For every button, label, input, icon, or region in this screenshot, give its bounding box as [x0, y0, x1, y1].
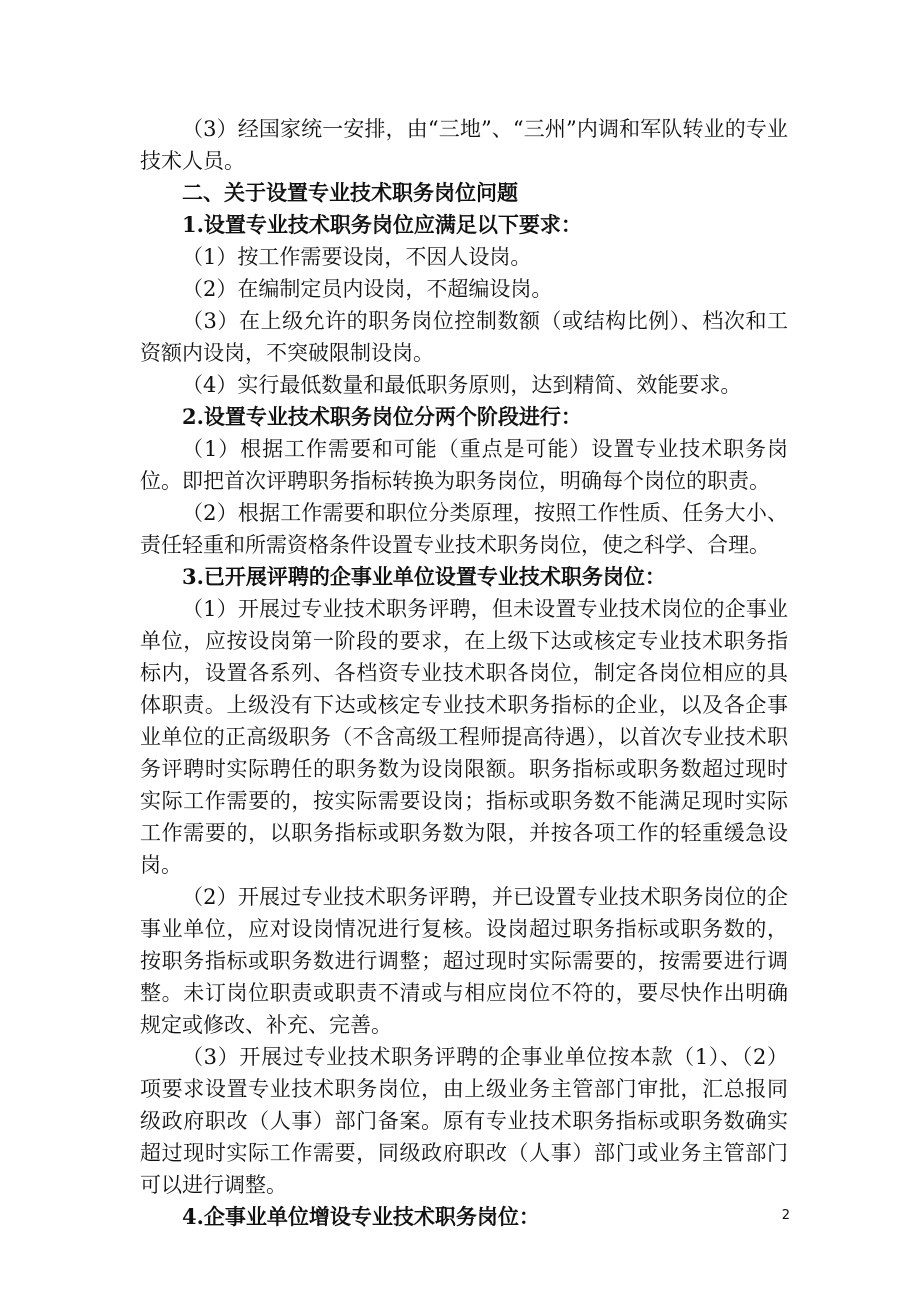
- document-body: [140, 113, 788, 1233]
- subheading-3: 3.已开展评聘的企事业单位设置专业技术职务岗位：: [182, 564, 666, 589]
- evaluated-units-item-1: （1）开展过专业技术职务评聘，但未设置专业技术岗位的企事业单位，应按设岗第一阶段的要求，在上级下达或核定专业技术职务指标内，设置各系列、各档资专业技术职各岗位，制定各岗位相应的具体职责。上级没有下达或核定专业技术职务指标的企业，以及各企事业单位的正高级职务（不含高级工程师提高待遇），以首次专业技术职务评聘时实际聘任的职务数为设岗限额。职务指标或职务数超过现时实际工作需要的，按实际需要设岗；指标或职务数不能满足现时实际工作需要的，以职务指标或职务数为限，并按各项工作的轻重缓急设岗。: [140, 597, 788, 877]
- requirement-item-3: （3）在上级允许的职务岗位控制数额（或结构比例）、档次和工资额内设岗，不突破限制设岗。: [140, 309, 788, 365]
- subheading-4: 4.企事业单位增设专业技术职务岗位：: [182, 1204, 540, 1229]
- paragraph-transfer-personnel: （3）经国家统一安排，由“三地”、“三州”内调和军队转业的专业技术人员。: [140, 117, 788, 173]
- evaluated-units-item-3: （3）开展过专业技术职务评聘的企事业单位按本款（1）、（2）项要求设置专业技术职务岗位，由上级业务主管部门审批，汇总报同级政府职改（人事）部门备案。原有专业技术职务指标或职务数确实超过现时实际工作需要，同级政府职改（人事）部门或业务主管部门可以进行调整。: [140, 1045, 788, 1197]
- section-heading-2: 二、关于设置专业技术职务岗位问题: [182, 180, 518, 205]
- stage-item-1: （1）根据工作需要和可能（重点是可能）设置专业技术职务岗位。即把首次评聘职务指标转换为职务岗位，明确每个岗位的职责。: [140, 437, 788, 493]
- requirement-item-4: （4）实行最低数量和最低职务原则，达到精简、效能要求。: [182, 373, 742, 397]
- subheading-2: 2.设置专业技术职务岗位分两个阶段进行：: [182, 404, 582, 429]
- subheading-1: 1.设置专业技术职务岗位应满足以下要求：: [182, 212, 582, 237]
- page-number: 2: [781, 1208, 790, 1223]
- requirement-item-1: （1）按工作需要设岗，不因人设岗。: [182, 245, 532, 269]
- evaluated-units-item-2: （2）开展过专业技术职务评聘，并已设置专业技术职务岗位的企事业单位，应对设岗情况进行复核。设岗超过职务指标或职务数的，按职务指标或职务数进行调整；超过现时实际需要的，按需要进行调整。未订岗位职责或职责不清或与相应岗位不符的，要尽快作出明确规定或修改、补充、完善。: [140, 885, 788, 1037]
- stage-item-2: （2）根据工作需要和职位分类原理，按照工作性质、任务大小、责任轻重和所需资格条件设置专业技术职务岗位，使之科学、合理。: [140, 501, 788, 557]
- requirement-item-2: （2）在编制定员内设岗，不超编设岗。: [182, 277, 553, 301]
